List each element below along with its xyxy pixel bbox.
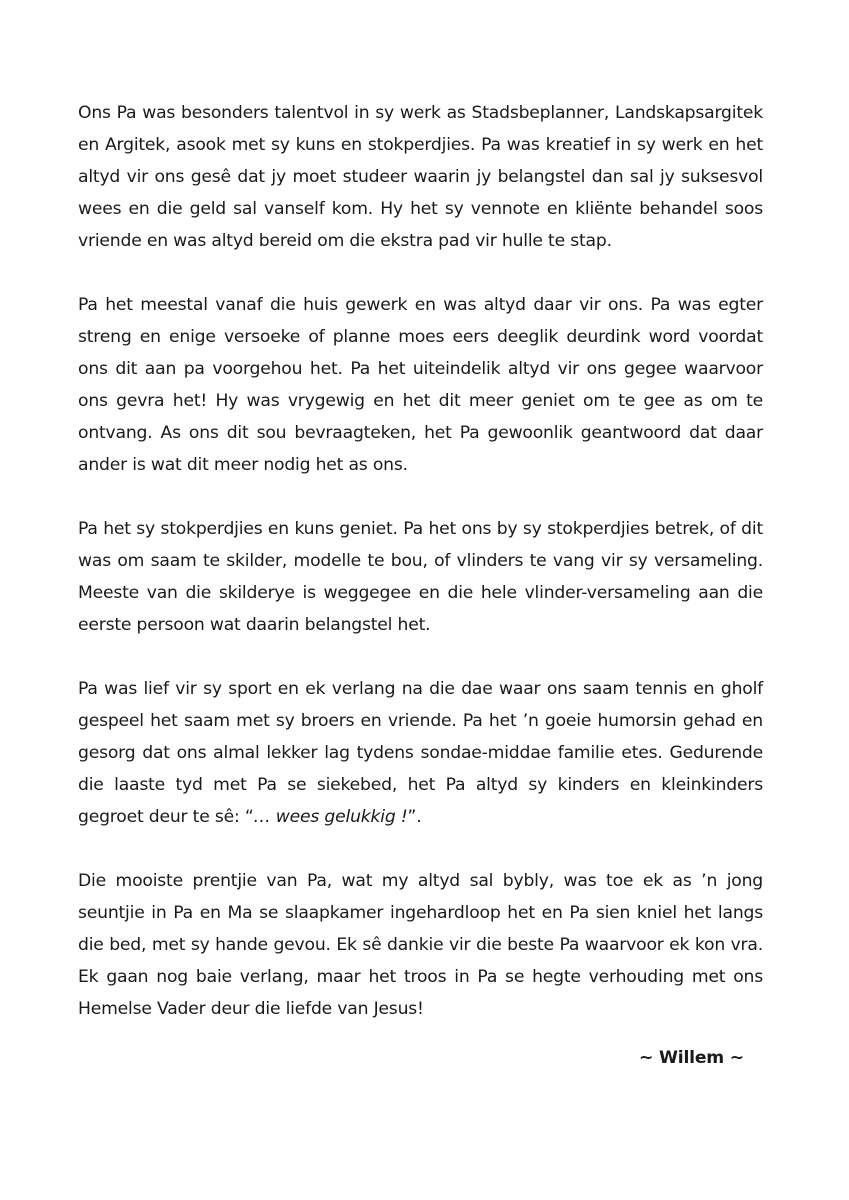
paragraph-3: Pa het sy stokperdjies en kuns geniet. Pa het ons by sy stokperdjies betrek, of dit was om saam te skilder, modelle te bou, of vlinders te vang vir sy versameling. Meeste van die skilderye is weggegee en die hele vlinder-versameling aan die eerste persoon wat daarin belangstel het. xyxy=(78,519,763,635)
paragraph-4-closing: ”. xyxy=(407,807,422,827)
paragraph-2: Pa het meestal vanaf die huis gewerk en was altyd daar vir ons. Pa was egter streng en enige versoeke of planne moes eers deeglik deurdink word voordat ons dit aan pa voorgehou het. Pa het uiteindelik altyd vir ons gegee waarvoor ons gevra het! Hy was vrygewig en het dit meer geniet om te gee as om te ontvang. As ons dit sou bevraagteken, het Pa gewoonlik geantwoord dat daar ander is wat dit meer nodig het as ons. xyxy=(78,295,763,475)
paragraph-4 xyxy=(78,673,763,833)
paragraph-4-text: Pa was lief vir sy sport en ek verlang na die dae waar ons saam tennis en gholf gespeel het saam met sy broers en vriende. Pa het ’n goeie humorsin gehad en gesorg dat ons almal lekker lag tydens sondae-middae familie etes. Gedurende die laaste tyd met Pa se siekebed, het Pa altyd sy kinders en kleinkinders gegroet deur te sê: “ xyxy=(78,679,763,827)
paragraph-4-quote: … wees gelukkig ! xyxy=(253,807,408,827)
paragraph-5: Die mooiste prentjie van Pa, wat my altyd sal bybly, was toe ek as ’n jong seuntjie in Pa en Ma se slaapkamer ingehardloop het en Pa sien kniel het langs die bed, met sy hande gevou. Ek sê dankie vir die beste Pa waarvoor ek kon vra. Ek gaan nog baie verlang, maar het troos in Pa se hegte verhouding met ons Hemelse Vader deur die liefde van Jesus! xyxy=(78,871,763,1019)
signature: ~ Willem ~ xyxy=(639,1048,744,1068)
paragraph-1: Ons Pa was besonders talentvol in sy werk as Stadsbeplanner, Landskapsargitek en Argitek, asook met sy kuns en stokperdjies. Pa was kreatief in sy werk en het altyd vir ons gesê dat jy moet studeer waarin jy belangstel dan sal jy suksesvol wees en die geld sal vanself kom. Hy het sy vennote en kliënte behandel soos vriende en was altyd bereid om die ekstra pad vir hulle te stap. xyxy=(78,103,763,251)
document-body xyxy=(78,97,763,1025)
